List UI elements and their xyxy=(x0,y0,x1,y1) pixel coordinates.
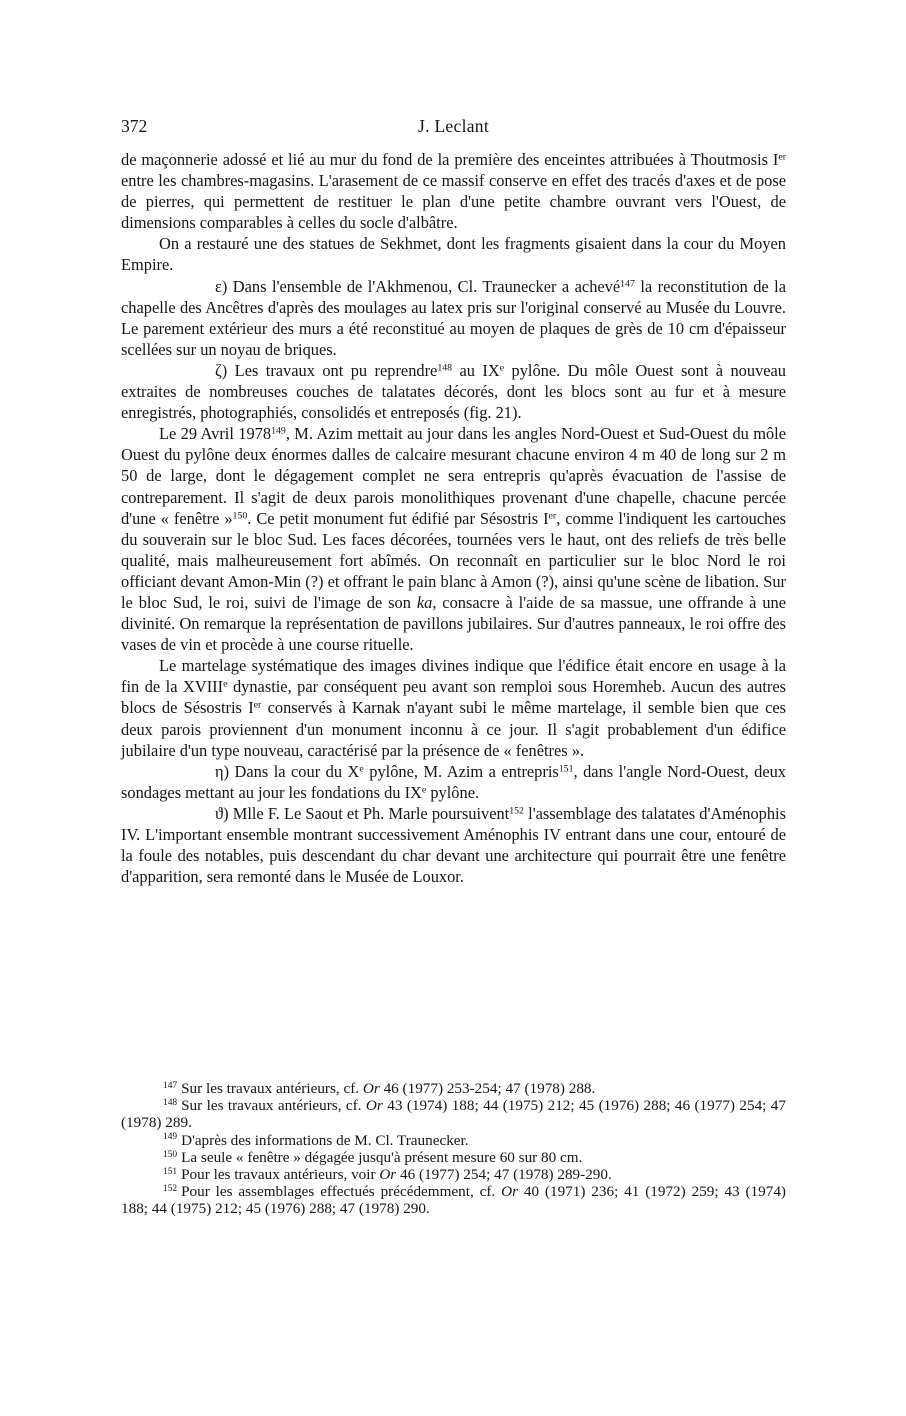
footnotes xyxy=(121,1080,786,1218)
paragraph-6: Le martelage systématique des images divines indique que l'édifice était encore en usage à la fin de la XVIIIe dynastie, par conséquent peu avant son remploi sous Horemheb. Aucun des autres blocs de Sésostris Ier conservés à Karnak n'ayant subi le même martelage, il semble bien que ces deux parois proviennent d'un monument inconnu à ce jour. Il s'agit probablement d'un édifice jubilaire d'un type nouveau, caractérisé par la présence de « fenêtres ». xyxy=(121,656,787,760)
footnote-number: 148 xyxy=(163,1098,178,1109)
footnote-number: 149 xyxy=(163,1132,178,1143)
body-text xyxy=(121,149,786,887)
page-number: 372 xyxy=(121,116,148,136)
footnote-number: 152 xyxy=(163,1184,178,1195)
footnote-ref-151: 151 xyxy=(558,763,574,775)
page-header xyxy=(121,116,786,140)
paragraph-1: de maçonnerie adossé et lié au mur du fond de la première des enceintes attribuées à Thoutmosis Ier entre les chambres-magasins. L'arasement de ce massif conserve en effet des tracés d'axes et de pose de pierres, qui permettent de restituer le plan d'une petite chambre ouvrant vers l'Ouest, de dimensions comparables à celles du socle d'albâtre. xyxy=(121,150,786,233)
paragraph-7: η) Dans la cour du Xe pylône, M. Azim a entrepris$^{151}$, dans l'angle Nord-Ouest, deux sondages mettant au jour les fondations du IXe pylône. xyxy=(121,761,786,802)
footnote-number: 150 xyxy=(163,1149,178,1160)
footnote-151: $^{151}$ Pour les travaux antérieurs, voir Or 46 (1977) 254; 47 (1978) 289-290. xyxy=(163,1166,612,1184)
footnote-149: $^{149}$ D'après des informations de M. Cl. Traunecker. xyxy=(163,1131,469,1149)
footnote-ref-152: 152 xyxy=(509,805,524,817)
footnote-ref-147: 147 xyxy=(620,278,635,290)
footnote-152: $^{152}$ Pour les assemblages effectués précédemment, cf. Or 40 (1971) 236; 41 (1972) 259; 43 (1974) 188; 44 (1975) 212; 45 (1976) 288; 47 (1978) 290. xyxy=(121,1183,786,1218)
footnote-ref-150: 150 xyxy=(232,510,248,522)
running-head: J. Leclant xyxy=(417,116,490,136)
footnote-147: $^{147}$ Sur les travaux antérieurs, cf. Or 46 (1977) 253-254; 47 (1978) 288. xyxy=(163,1080,596,1097)
paragraph-2: On a restauré une des statues de Sekhmet, dont les fragments gisaient dans la cour du Moyen Empire. xyxy=(121,234,786,275)
footnote-ref-149: 149 xyxy=(271,425,286,437)
footnote-number: 151 xyxy=(163,1166,178,1177)
paragraph-3: ε) Dans l'ensemble de l'Akhmenou, Cl. Traunecker a achevé$^{147}$ la reconstitution de la chapelle des Ancêtres d'après des moulages au latex pris sur l'original conservé au Musée du Louvre. Le parement extérieur des murs a été reconstitué au moyen de plaques de grès de 10 cm d'épaisseur scellées sur un noyau de briques. xyxy=(121,276,786,359)
footnote-number: 147 xyxy=(163,1080,178,1091)
paragraph-4: ζ) Les travaux ont pu reprendre$^{148}$ au IXe pylône. Du môle Ouest sont à nouveau extraites de nombreuses couches de talatates décorés, dont les blocs sont au fur et à mesure enregistrés, photographiés, consolidés et entreposés (fig. 21). xyxy=(121,360,787,423)
footnote-150: $^{150}$ La seule « fenêtre » dégagée jusqu'à présent mesure 60 sur 80 cm. xyxy=(163,1148,583,1166)
footnote-ref-148: 148 xyxy=(437,362,453,374)
paragraph-5: Le 29 Avril 1978$^{149}$, M. Azim mettait au jour dans les angles Nord-Ouest et Sud-Ouest du môle Ouest du pylône deux énormes dalles de calcaire mesurant chacune environ 4 m 40 de long sur 2 m 50 de large, dont le dégagement complet ne sera entrepris qu'après évacuation de l'assise de contreparement. Il s'agit de deux parois monolithiques provenant d'une chapelle, chacune percée d'une « fenêtre »$^{150}$. Ce petit monument fut édifié par Sésostris Ier, comme l'indiquent les cartouches du souverain sur le bloc Sud. Les faces décorées, tournées vers le haut, ont des reliefs de très belle qualité, mais malheureusement fort abîmés. On reconnaît en particulier sur le bloc Nord le roi officiant devant Amon-Min (?) et offrant le pain blanc à Amon (?), ainsi qu'une scène de libation. Sur le bloc Sud, le roi, suivi de l'image de son ka, consacre à l'aide de sa massue, une offrande à une divinité. On remarque la représentation de pavillons jubilaires. Sur d'autres panneaux, le roi offre des vases de vin et procède à une course rituelle. xyxy=(121,424,787,655)
footnote-148: $^{148}$ Sur les travaux antérieurs, cf. Or 43 (1974) 188; 44 (1975) 212; 45 (1976) 288; 46 (1977) 254; 47 (1978) 289. xyxy=(121,1097,786,1132)
paragraph-8: ϑ) Mlle F. Le Saout et Ph. Marle poursuivent$^{152}$ l'assemblage des talatates d'Aménophis IV. L'important ensemble montrant successivement Aménophis IV entrant dans une cour, entouré de la foule des notables, puis descendant du char devant une architecture qui pourrait être une fenêtre d'apparition, sera remonté dans le Musée de Louxor. xyxy=(121,803,786,887)
